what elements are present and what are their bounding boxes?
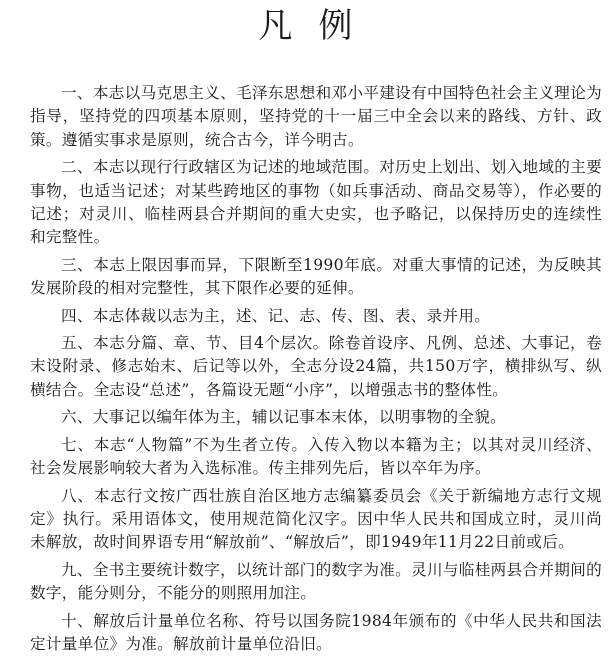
paragraph-9: 九、全书主要统计数字，以统计部门的数字为准。灵川与临桂两县合并期间的数字，能分则分，不能分的则照用加注。	[30, 560, 602, 603]
paragraph-7: 七、本志“人物篇”不为生者立传。入传入物以本籍为主；以其对灵川经济、社会发展影响较大者为入选标准。传主排列先后，皆以卒年为序。	[30, 435, 602, 478]
page-title: 凡例	[258, 6, 379, 46]
document-body	[30, 82, 602, 660]
paragraph-8: 八、本志行文按广西壮族自治区地方志编纂委员会《关于新编地方志行文规定》执行。采用语体文，使用规范简化汉字。因中华人民共和国成立时，灵川尚未解放，故时间界语专用“解放前”、“解放后”，即1949年11月22日前或后。	[30, 486, 602, 552]
paragraph-1: 一、本志以马克思主义、毛泽东思想和邓小平建设有中国特色社会主义理论为指导，坚持党的四项基本原则，坚持党的十一届三中全会以来的路线、方针、政策。遵循实事求是原则，统合古今，详今明古。	[30, 84, 602, 149]
paragraph-6: 六、大事记以编年体为主，辅以记事本末体，以明事物的全貌。	[61, 408, 507, 427]
paragraph-5: 五、本志分篇、章、节、目4个层次。除卷首设序、凡例、总述、大事记，卷末设附录、修志始末、后记等以外，全志分设24篇，共150万字，横排纵写、纵横结合。全志设“总述”，各篇设无题“小序”，以增强志书的整体性。	[30, 334, 602, 399]
paragraph-2: 二、本志以现行行政辖区为记述的地域范围。对历史上划出、划入地域的主要事物，也适当记述；对某些跨地区的事物（如兵事活动、商品交易等），作必要的记述；对灵川、临桂两县合并期间的重大史实，也予略记，以保持历史的连续性和完整性。	[30, 158, 602, 247]
paragraph-10: 十、解放后计量单位名称、符号以国务院1984年颁布的《中华人民共和国法定计量单位》为准。解放前计量单位沿旧。	[30, 611, 602, 653]
paragraph-3: 三、本志上限因事而异，下限断至1990年底。对重大事情的记述，为反映其发展阶段的相对完整性，其下限作必要的延伸。	[30, 255, 602, 298]
paragraph-4: 四、本志体裁以志为主，述、记、志、传、图、表、录并用。	[61, 306, 491, 325]
